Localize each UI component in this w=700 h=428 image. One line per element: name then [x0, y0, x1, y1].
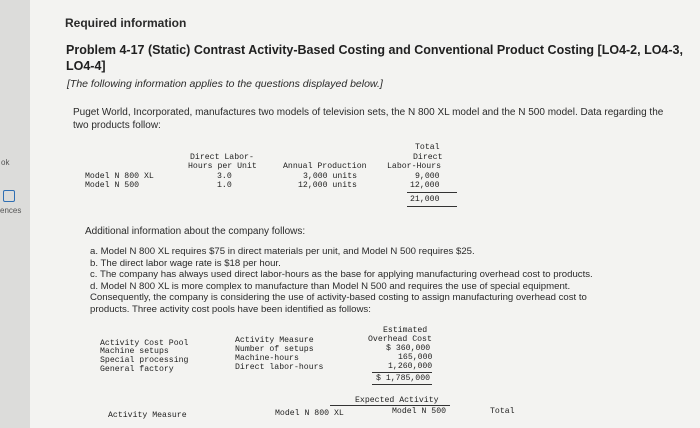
t1-row2-model: Model N 500 — [85, 181, 140, 190]
t1-row1-hours: 3.0 — [217, 172, 232, 181]
t1-header-total-3: Labor-Hours — [387, 162, 442, 171]
t3-header-total: Total — [490, 407, 515, 416]
t2-row1-pool: Machine setups — [100, 347, 169, 356]
t2-row3-cost: 1,260,000 — [388, 362, 433, 371]
t1-header-ap: Annual Production — [283, 162, 367, 171]
question-page — [30, 0, 700, 428]
t1-row1-production: 3,000 units — [303, 172, 358, 181]
t2-row1-measure: Number of setups — [235, 345, 314, 354]
t1-row1-model: Model N 800 XL — [85, 172, 154, 181]
t2-header-pool: Activity Cost Pool — [100, 339, 189, 348]
t1-row2-total: 12,000 — [410, 181, 440, 190]
info-note: [The following information applies to the questions displayed below.] — [67, 78, 383, 90]
t1-header-total-2: Direct — [413, 153, 443, 162]
list-item: a. Model N 800 XL requires $75 in direct materials per unit, and Model N 500 requires $25. — [90, 246, 475, 257]
t2-total-rule — [372, 372, 432, 373]
t2-row1-cost: $ 360,000 — [386, 344, 431, 353]
sidebar-ok-text: ok — [1, 158, 10, 167]
sidebar-references-link[interactable]: ences — [0, 206, 22, 215]
list-item: b. The direct labor wage rate is $18 per hour. — [90, 257, 281, 269]
t1-row2-production: 12,000 units — [298, 181, 357, 190]
t1-header-total-1: Total — [415, 143, 440, 152]
t3-expected-activity: Expected Activity — [355, 396, 439, 405]
references-icon[interactable] — [3, 190, 15, 202]
t3-header-rule — [330, 405, 450, 406]
expected-activity-table — [100, 396, 550, 428]
t1-double-rule — [407, 206, 457, 207]
t2-row2-pool: Special processing — [100, 356, 189, 365]
left-sidebar — [0, 0, 31, 428]
t2-row2-cost: 165,000 — [398, 353, 433, 362]
list-item: Consequently, the company is considering the use of activity-based costing to assign manufacturing overhead cost to — [90, 292, 587, 303]
t3-header-800: Model N 800 XL — [275, 409, 344, 418]
t2-row2-measure: Machine-hours — [235, 354, 299, 363]
required-information-heading: Required information — [65, 16, 187, 30]
t2-row3-measure: Direct labor-hours — [235, 363, 324, 372]
problem-title: Problem 4-17 (Static) Contrast Activity-Based Costing and Conventional Product Costing [LO4-2, LO4-3, LO4-4] — [66, 43, 683, 73]
t3-header-500: Model N 500 — [392, 407, 447, 416]
list-item: d. Model N 800 XL is more complex to manufacture than Model N 500 and requires the use of special equipment. — [90, 280, 571, 292]
t2-header-est-1: Estimated — [383, 326, 428, 335]
additional-info-list — [90, 246, 680, 315]
t1-row2-hours: 1.0 — [217, 181, 232, 190]
t1-header-dl-2: Hours per Unit — [188, 162, 257, 171]
t3-header-activity-measure: Activity Measure — [108, 411, 187, 420]
additional-info-heading: Additional information about the company follows: — [85, 226, 306, 237]
product-data-table — [85, 143, 470, 213]
activity-cost-pool-table — [100, 326, 460, 386]
t1-grand-total: 21,000 — [410, 195, 440, 204]
t1-row1-total: 9,000 — [415, 172, 440, 181]
t2-header-est-2: Overhead Cost — [368, 335, 432, 344]
list-item: products. Three activity cost pools have been identified as follows: — [90, 303, 371, 315]
t1-total-rule — [407, 192, 457, 193]
list-item: c. The company has always used direct labor-hours as the base for applying manufacturing overhead cost to products. — [90, 269, 593, 280]
t2-header-measure: Activity Measure — [235, 336, 314, 345]
t2-row3-pool: General factory — [100, 365, 174, 374]
t2-total: $ 1,785,000 — [376, 374, 431, 383]
t2-double-rule — [372, 384, 432, 385]
intro-paragraph: Puget World, Incorporated, manufactures two models of television sets, the N 800 XL model and the N 500 model. Data regarding the two products follow: — [73, 107, 664, 131]
t1-header-dl-1: Direct Labor- — [190, 153, 254, 162]
